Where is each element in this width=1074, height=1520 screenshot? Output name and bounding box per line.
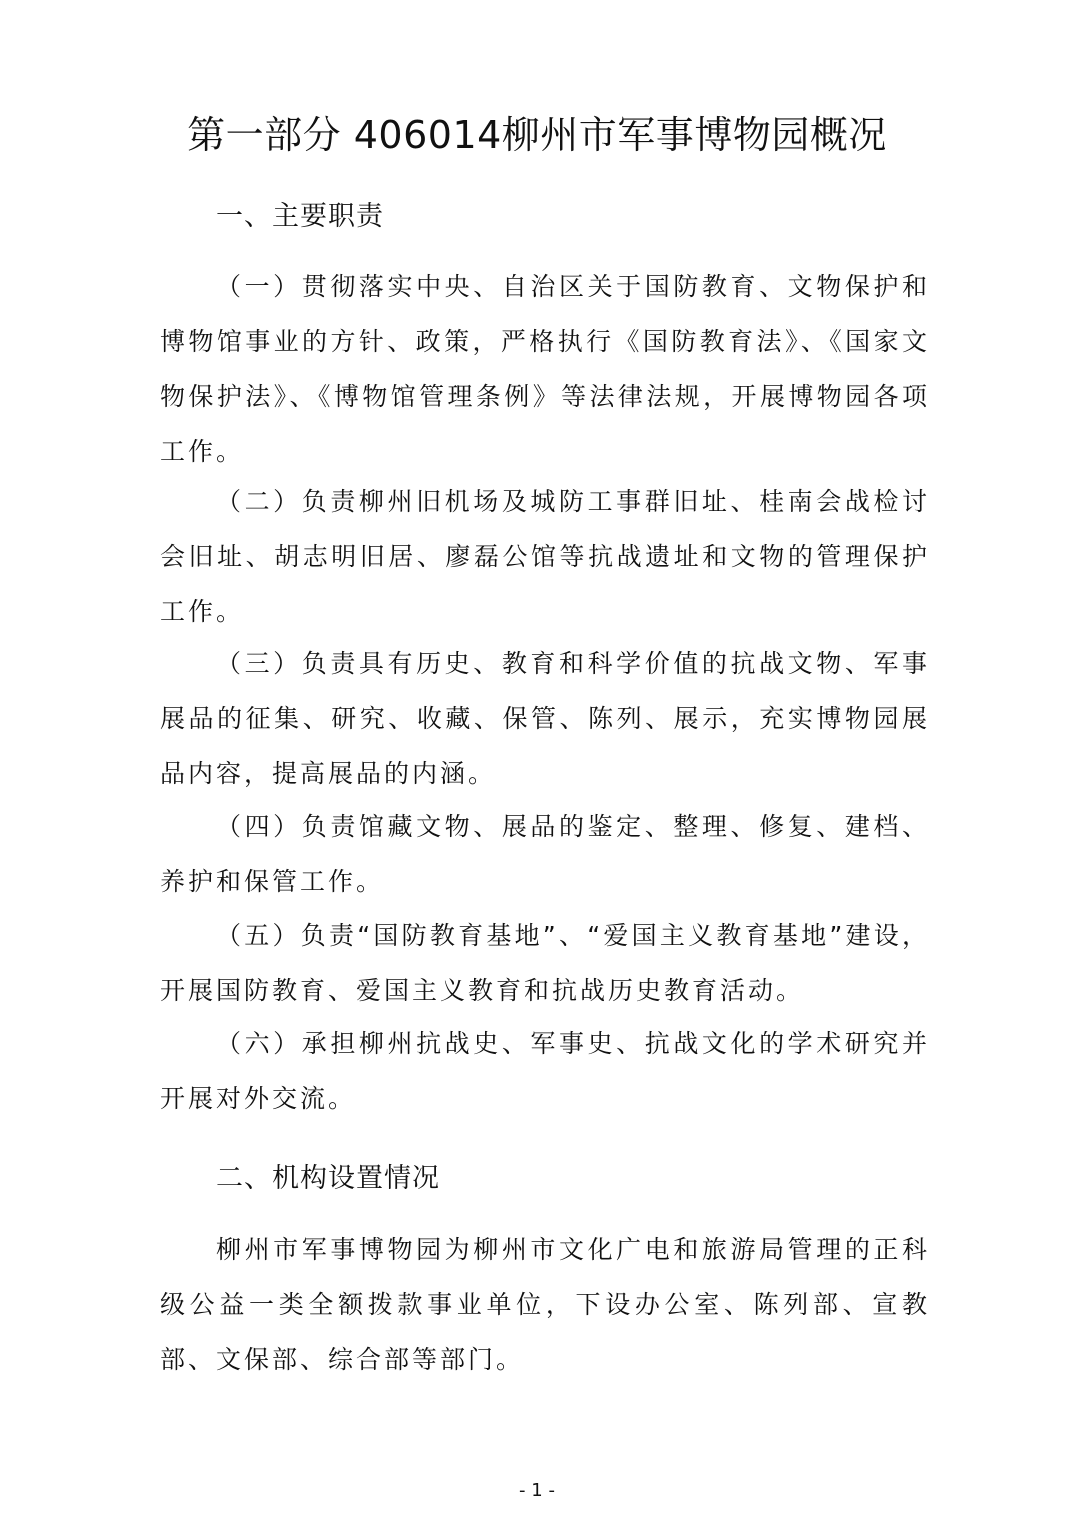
duty-paragraph-6: （六）承担柳州抗战史、军事史、抗战文化的学术研究并开展对外交流。: [160, 1029, 930, 1113]
duty-paragraph-3: （三）负责具有历史、教育和科学价值的抗战文物、军事展品的征集、研究、收藏、保管、陈列、展示，充实博物园展品内容，提高展品的内涵。: [160, 649, 930, 788]
duty-paragraph-1: （一）贯彻落实中央、自治区关于国防教育、文物保护和博物馆事业的方针、政策，严格执行《国防教育法》、《国家文物保护法》、《博物馆管理条例》等法律法规，开展博物园各项工作。: [160, 272, 930, 466]
page-number: - 1 -: [519, 1480, 555, 1501]
organization-paragraph: 柳州市军事博物园为柳州市文化广电和旅游局管理的正科级公益一类全额拨款事业单位，下设办公室、陈列部、宣教部、文保部、综合部等部门。: [160, 1235, 930, 1374]
duty-paragraph-2: （二）负责柳州旧机场及城防工事群旧址、桂南会战检讨会旧址、胡志明旧居、廖磊公馆等抗战遗址和文物的管理保护工作。: [160, 487, 930, 626]
section-heading-main-duties: 一、主要职责: [216, 201, 384, 232]
page-title: 第一部分 406014柳州市军事博物园概况: [187, 113, 887, 157]
duty-paragraph-5: （五）负责“国防教育基地”、“爱国主义教育基地”建设，开展国防教育、爱国主义教育和抗战历史教育活动。: [160, 921, 930, 1005]
section-heading-organization: 二、机构设置情况: [216, 1163, 440, 1194]
duty-paragraph-4: （四）负责馆藏文物、展品的鉴定、整理、修复、建档、养护和保管工作。: [160, 812, 930, 896]
